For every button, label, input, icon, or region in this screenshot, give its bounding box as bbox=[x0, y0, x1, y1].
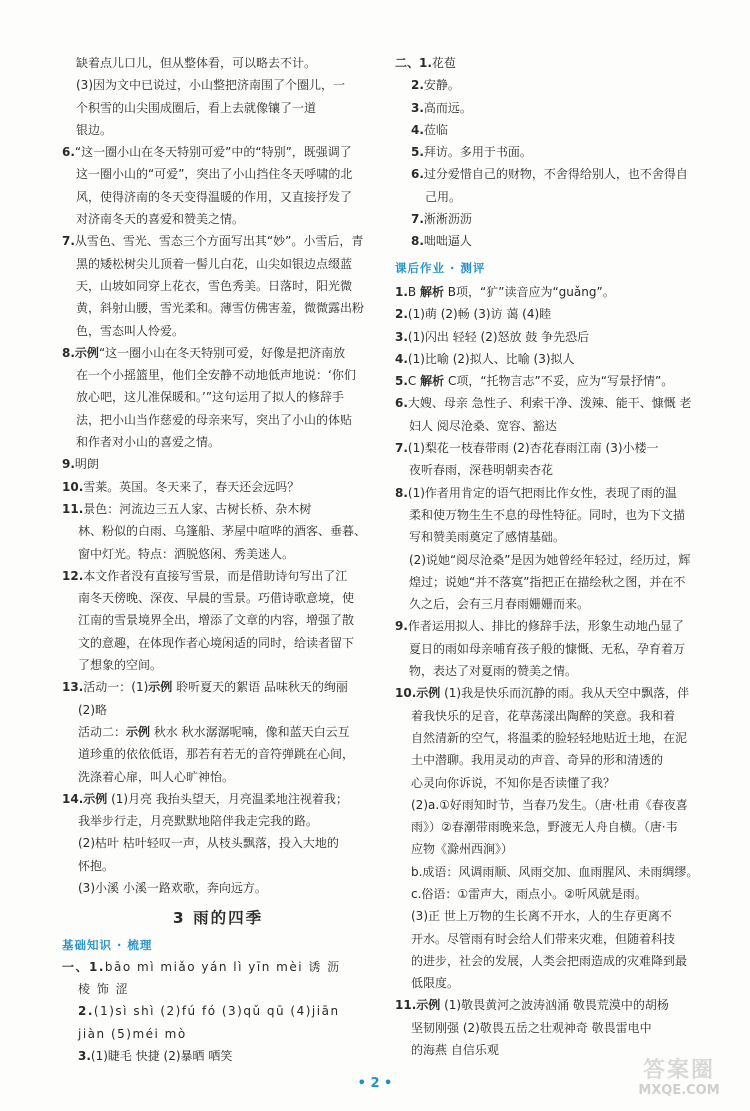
answer-text: 拜访。多用于书面。 bbox=[423, 145, 532, 160]
example-label: 示例 bbox=[83, 791, 108, 806]
question-number: 10. bbox=[62, 479, 84, 494]
answer-text: “这一圈小山在冬天特别可爱，好像是把济南放 bbox=[98, 345, 346, 360]
question-number: 4. bbox=[395, 351, 408, 366]
answer-line bbox=[395, 141, 717, 163]
answer-text: 过分爱惜自己的财物，不舍得给别人，也不舍得自 bbox=[423, 167, 688, 182]
question-8 bbox=[62, 342, 374, 364]
answer-line: 的进步，社会的发展，人类会把雨造成的灾难降到最 bbox=[411, 953, 688, 968]
answer-text: 本文作者没有直接写雪景，而是借助诗句写出了江 bbox=[83, 568, 348, 583]
example-label: 示例 bbox=[126, 724, 151, 739]
answer-text: (1)睫毛 快捷 (2)暴晒 哂笑 bbox=[90, 1049, 233, 1064]
answer-line: 妇人 阅尽沧桑、宽容、豁达 bbox=[409, 418, 557, 433]
section-heading-basic: 基础知识 · 梳理 bbox=[62, 937, 153, 952]
question-number: 10. bbox=[395, 686, 417, 701]
example-label: 示例 bbox=[416, 998, 441, 1013]
question-number: 13. bbox=[62, 680, 84, 695]
answer-line: (2)枯叶 枯叶轻叹一声，从枝头飘落，投入大地的 bbox=[78, 836, 339, 851]
answer-text: bāo mì miǎo yán lì yīn mèi 诱 沥 bbox=[104, 959, 341, 974]
answer-line: 夜听春雨，深巷明朝卖杏花 bbox=[409, 463, 554, 478]
answer-text: (1)梨花一枝春带雨 (2)杏花春雨江南 (3)小楼一 bbox=[407, 441, 659, 456]
answer-line bbox=[395, 119, 717, 141]
question-number: 3. bbox=[78, 1049, 91, 1064]
answer-text: (1)闪出 轻轻 (2)怒放 鼓 争先恐后 bbox=[407, 329, 590, 344]
page-number: • 2 • bbox=[357, 1076, 393, 1091]
answer-text: 景色：河流边三五人家、古树长桥、杂木树 bbox=[83, 501, 312, 516]
answer-line: 开水。尽管雨有时会给人们带来灾难，但随着科技 bbox=[411, 931, 676, 946]
question-number: 9. bbox=[395, 619, 408, 634]
answer-text: (1)月亮 我抬头望天，月亮温柔地注视着我； bbox=[107, 791, 348, 806]
after-question-3 bbox=[395, 326, 717, 348]
lesson-title: 3 雨的四季 bbox=[172, 909, 264, 928]
answer-text: C bbox=[407, 374, 421, 389]
answer-line: 洗涤着心扉，叫人心旷神怡。 bbox=[78, 769, 235, 784]
question-11 bbox=[62, 498, 374, 520]
answer-text: (1)作者用肯定的语气把雨比作女性，表现了雨的温 bbox=[407, 485, 677, 500]
question-number: 5. bbox=[411, 145, 424, 160]
after-question-10 bbox=[395, 682, 717, 704]
answer-line: 银边。 bbox=[76, 122, 113, 137]
answer-line bbox=[395, 163, 717, 185]
question-6 bbox=[62, 141, 374, 163]
answer-line: 棱 饰 涩 bbox=[78, 982, 130, 997]
answer-line bbox=[395, 230, 717, 252]
basic-question-2-1 bbox=[395, 52, 717, 74]
analysis-label: 解析 bbox=[420, 374, 445, 389]
question-number: 8. bbox=[411, 234, 424, 249]
question-number: 3. bbox=[395, 329, 408, 344]
left-column bbox=[62, 52, 374, 1067]
question-number: 二、1. bbox=[395, 56, 432, 70]
answer-line bbox=[395, 208, 717, 230]
question-number: 6. bbox=[411, 167, 424, 182]
answer-line: 黄，斜射山腰，雪光柔和。薄雪仿佛害羞，微微露出粉 bbox=[76, 301, 365, 316]
watermark-url: MXQE.COM bbox=[638, 1083, 720, 1098]
after-question-4 bbox=[395, 348, 717, 370]
right-column bbox=[395, 52, 717, 1061]
answer-text: 花苞 bbox=[431, 56, 456, 70]
answer-line: (2)a.①好雨知时节，当春乃发生。（唐·杜甫《春夜喜 bbox=[411, 797, 688, 812]
after-question-1 bbox=[395, 281, 717, 303]
question-number: 8. bbox=[62, 345, 75, 360]
answer-line: 黑的矮松树尖儿顶着一髻儿白花，山尖如银边点缀蓝 bbox=[76, 256, 353, 271]
answer-text: 聆听夏天的絮语 品味秋天的绚丽 bbox=[172, 680, 348, 695]
answer-line: 我举步行走，月亮默默地陪伴我走完我的路。 bbox=[78, 814, 319, 829]
question-number: 2. bbox=[78, 1004, 94, 1019]
answer-line: 坚韧刚强 (2)敬畏五岳之壮观神奇 敬畏雷电中 bbox=[411, 1020, 652, 1035]
question-number: 6. bbox=[62, 145, 75, 160]
answer-line: 低限度。 bbox=[411, 976, 460, 991]
answer-line: b.成语：风调雨顺、风雨交加、血雨腥风、未雨绸缪。 bbox=[411, 864, 699, 879]
answer-line: 物，表达了对夏雨的赞美之情。 bbox=[409, 664, 578, 679]
question-number: 一、1. bbox=[62, 959, 105, 974]
answer-line: 法，把小山当作慈爱的母亲来写，突出了小山的体贴 bbox=[76, 412, 353, 427]
question-7 bbox=[62, 230, 374, 252]
example-label: 示例 bbox=[416, 686, 441, 701]
answer-line: 道珍重的依依低语，那若有若无的音符弹跳在心间， bbox=[78, 747, 355, 762]
answer-text: B bbox=[407, 284, 420, 299]
answer-line: 柔和使万物生生不息的母性特征。同时，也为下文描 bbox=[409, 507, 686, 522]
question-13 bbox=[62, 676, 374, 698]
example-label: 示例 bbox=[74, 345, 99, 360]
answer-text: 秋水 秋水潺潺呢喃，像和蓝天白云互 bbox=[150, 724, 350, 739]
answer-line: 江南的雪景境界全出，增添了文章的内容，增强了散 bbox=[78, 613, 355, 628]
answer-line: (2)略 bbox=[78, 702, 107, 717]
answer-line: 久之后，会有三月春雨姗姗而来。 bbox=[409, 597, 590, 612]
answer-text: 从雪色、雪光、雪态三个方面写出其“妙”。小雪后，青 bbox=[74, 234, 364, 249]
answer-line: 了想象的空间。 bbox=[78, 658, 163, 673]
answer-text: 活动二： bbox=[78, 724, 127, 739]
answer-line: 写和赞美雨奠定了感情基础。 bbox=[409, 530, 566, 545]
after-question-9 bbox=[395, 615, 717, 637]
answer-line: 的海燕 自信乐观 bbox=[411, 1043, 499, 1058]
answer-line: 南冬天傍晚、深夜、早晨的雪景。巧借诗歌意境，使 bbox=[78, 591, 355, 606]
question-number: 11. bbox=[395, 998, 417, 1013]
answer-line: 窗中灯光。特点：洒脱悠闲、秀美迷人。 bbox=[78, 546, 295, 561]
question-10 bbox=[62, 476, 374, 498]
after-question-11 bbox=[395, 994, 717, 1016]
answer-text: 明朗 bbox=[74, 457, 99, 472]
answer-text: 雪莱。英国。冬天来了，春天还会远吗？ bbox=[83, 479, 300, 494]
question-number: 9. bbox=[62, 457, 75, 472]
question-number: 14. bbox=[62, 791, 84, 806]
question-number: 7. bbox=[395, 441, 408, 456]
answer-text: 大嫂、母亲 急性子、利索干净、泼辣、能干、慷慨 老 bbox=[407, 396, 692, 411]
question-number: 8. bbox=[395, 485, 408, 500]
after-question-8 bbox=[395, 482, 717, 504]
answer-text: (1)我是快乐而沉静的雨。我从天空中飘落，伴 bbox=[440, 686, 690, 701]
answer-line: 色，雪态叫人怜爱。 bbox=[76, 323, 185, 338]
answer-text: (1)比喻 (2)拟人、比喻 (3)拟人 bbox=[407, 351, 575, 366]
example-label: 示例 bbox=[148, 680, 173, 695]
answer-line: 己用。 bbox=[425, 189, 462, 204]
question-number: 1. bbox=[395, 284, 408, 299]
basic-question-1 bbox=[62, 956, 374, 978]
answer-text: (1)sì shì (2)fú fó (3)qǔ qū (4)jiān bbox=[93, 1004, 340, 1019]
answer-text: 咄咄逼人 bbox=[423, 234, 472, 249]
answer-line: 个积雪的山尖围成圈后，看上去就像镶了一道 bbox=[76, 100, 317, 115]
answer-line: 土中潜聊。我用灵动的声音、奇异的形和清透的 bbox=[411, 753, 664, 768]
answer-line: 天，山坡如同穿上花衣，雪色秀美。日落时，阳光微 bbox=[76, 278, 353, 293]
question-12 bbox=[62, 565, 374, 587]
basic-question-3 bbox=[62, 1045, 374, 1067]
question-number: 2. bbox=[411, 78, 424, 93]
answer-line: 心灵向你诉说，不知你是否读懂了我？ bbox=[411, 775, 616, 790]
analysis-label: 解析 bbox=[419, 284, 444, 299]
question-number: 3. bbox=[411, 100, 424, 115]
after-question-6 bbox=[395, 392, 717, 414]
after-question-2 bbox=[395, 303, 717, 325]
answer-line: 着我快乐的足音，花草荡漾出陶醉的笑意。我和着 bbox=[411, 708, 676, 723]
answer-line: (3)小溪 小溪一路欢歌，奔向远方。 bbox=[78, 880, 267, 895]
answer-text: C项，“托物言志”不妥，应为“写景抒情”。 bbox=[444, 374, 674, 389]
answer-text: 高而远。 bbox=[423, 100, 472, 115]
answer-line: 怀抱。 bbox=[78, 858, 115, 873]
answer-line: 雨》）②春潮带雨晚来急，野渡无人舟自横。（唐·韦 bbox=[411, 820, 678, 835]
answer-line bbox=[395, 74, 717, 96]
answer-text: 作者运用拟人、排比的修辞手法，形象生动地凸显了 bbox=[407, 619, 684, 634]
answer-line: 夏日的雨如母亲哺育孩子般的慷慨、无私，孕育着万 bbox=[409, 641, 686, 656]
answer-text: 活动一：(1) bbox=[83, 680, 149, 695]
answer-line: 文的意趣，在体现作者心境闲适的同时，给读者留下 bbox=[78, 635, 355, 650]
answer-line: 林、粉似的白雨、乌篷船、茅屋中喧哗的酒客、垂暮、 bbox=[78, 524, 367, 539]
after-question-5 bbox=[395, 370, 717, 392]
answer-line: 自然清新的空气，将温柔的脸轻轻地贴近土地，在泥 bbox=[411, 730, 688, 745]
answer-line: (3)正 世上万物的生长离不开水，人的生存更离不 bbox=[411, 909, 672, 924]
answer-line: 应物《滁州西涧》） bbox=[411, 842, 514, 857]
answer-line: (2)说她“阅尽沧桑”是因为她曾经年轻过，经历过，辉 bbox=[409, 552, 691, 567]
answer-text: 莅临 bbox=[423, 122, 448, 137]
answer-line bbox=[395, 97, 717, 119]
answer-text: 安静。 bbox=[423, 78, 460, 93]
question-number: 7. bbox=[411, 212, 424, 227]
question-number: 6. bbox=[395, 396, 408, 411]
answer-line: c.俗语：①雷声大，雨点小。②听风就是雨。 bbox=[411, 886, 647, 901]
question-number: 11. bbox=[62, 501, 84, 516]
question-9 bbox=[62, 453, 374, 475]
answer-text: 淅淅沥沥 bbox=[423, 212, 472, 227]
answer-line: 放心吧，这儿准保暖和。’”这句运用了拟人的修辞手 bbox=[76, 390, 345, 405]
answer-text: “这一圈小山在冬天特别可爱”中的“特别”，既强调了 bbox=[74, 145, 352, 160]
answer-line: 煌过；说她“并不落寞”指把正在描绘秋之图，并在不 bbox=[409, 574, 686, 589]
answer-text: B项，“犷”读音应为“guǎng”。 bbox=[443, 284, 615, 299]
question-number: 4. bbox=[411, 122, 424, 137]
watermark bbox=[620, 1058, 738, 1104]
after-question-7 bbox=[395, 437, 717, 459]
answer-line bbox=[62, 721, 374, 743]
answer-line: 缺着点儿口儿，但从整体看，可以略去不计。 bbox=[76, 56, 317, 70]
basic-question-2 bbox=[62, 1000, 374, 1022]
question-14 bbox=[62, 788, 374, 810]
question-number: 12. bbox=[62, 568, 84, 583]
answer-line: 对济南冬天的喜爱和赞美之情。 bbox=[76, 212, 245, 227]
question-number: 7. bbox=[62, 234, 75, 249]
answer-line: 和作者对小山的喜爱之情。 bbox=[76, 435, 221, 450]
question-number: 5. bbox=[395, 374, 408, 389]
question-number: 2. bbox=[395, 307, 408, 322]
answer-text: (1)萌 (2)畅 (3)访 蔼 (4)睦 bbox=[407, 307, 552, 322]
answer-line: (3)因为文中已说过，小山整把济南围了个圈儿，一 bbox=[76, 78, 345, 93]
answer-line: jiàn (5)méi mò bbox=[78, 1026, 187, 1041]
answer-line: 在一个小摇篮里，他们全安静不动地低声地说：‘你们 bbox=[76, 368, 356, 383]
answer-line: 这一圈小山的“可爱”，突出了小山挡住冬天呼啸的北 bbox=[76, 167, 353, 182]
answer-text: (1)敬畏黄河之波涛汹涌 敬畏荒漠中的胡杨 bbox=[440, 998, 669, 1013]
watermark-logo: 答案圈 bbox=[642, 1058, 715, 1083]
section-heading-after: 课后作业 · 测评 bbox=[395, 260, 486, 275]
answer-line: 风，使得济南的冬天变得温暖的作用，又直接抒发了 bbox=[76, 189, 353, 204]
